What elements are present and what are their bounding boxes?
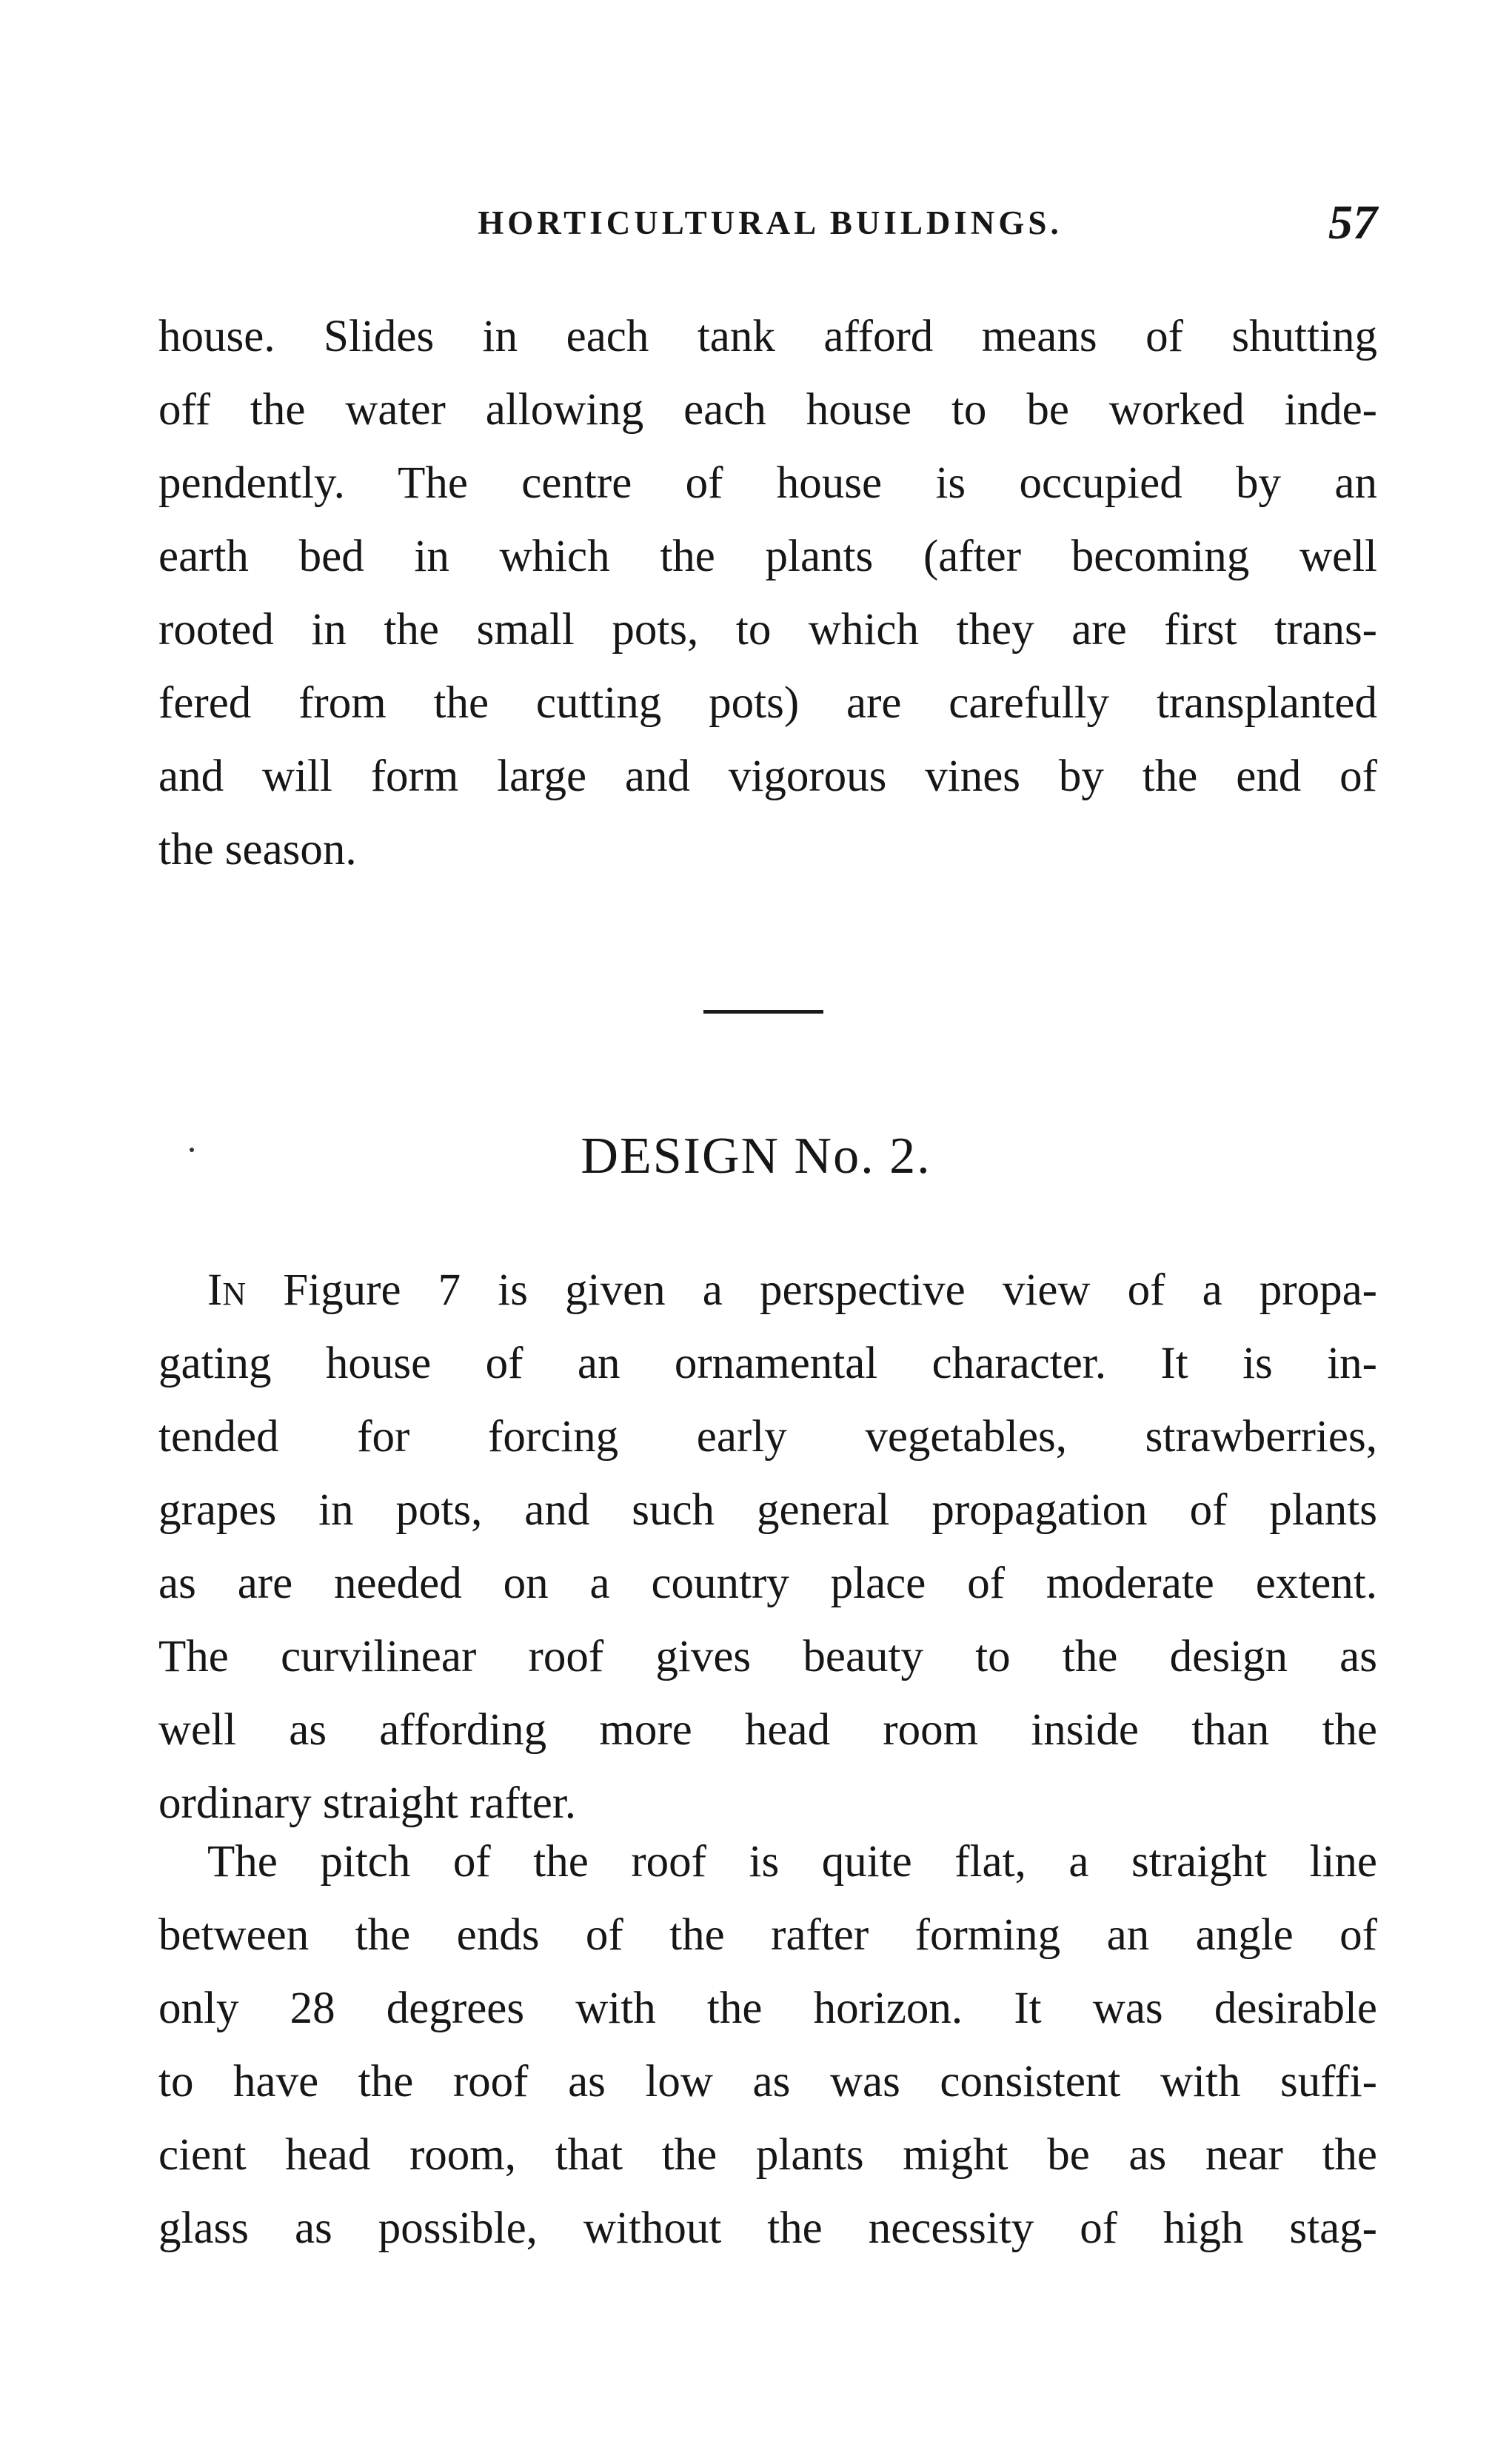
text-line: well as affording more head room inside than the <box>158 1705 1377 1755</box>
running-title: HORTICULTURAL BUILDINGS. <box>478 204 1063 241</box>
text-line: as are needed on a country place of moderate extent. <box>158 1559 1377 1608</box>
text-line: the season. <box>158 825 357 874</box>
text-line: fered from the cutting pots) are carefully transplanted <box>158 678 1377 728</box>
text-line: earth bed in which the plants (after becoming well <box>158 532 1377 581</box>
text-line: and will form large and vigorous vines by the end of <box>158 752 1377 801</box>
text-line: off the water allowing each house to be worked inde- <box>158 385 1377 435</box>
dropcap-smallcap: N <box>222 1276 247 1312</box>
text-line-first <box>158 1254 1377 1327</box>
page-number: 57 <box>1328 195 1377 250</box>
running-head <box>163 195 1377 255</box>
text-line: The curvilinear roof gives beauty to the design as <box>158 1632 1377 1681</box>
section-heading: DESIGN No. 2. <box>581 1128 931 1185</box>
text-line: The pitch of the roof is quite flat, a straight line <box>207 1837 1377 1887</box>
text-line: only 28 degrees with the horizon. It was desirable <box>158 1984 1377 2033</box>
text-line: ordinary straight rafter. <box>158 1778 577 1828</box>
text-line: grapes in pots, and such general propagation of plants <box>158 1485 1377 1535</box>
paragraph-2 <box>158 1254 1377 1840</box>
text-line: house. Slides in each tank afford means of shutting <box>158 312 1377 361</box>
section-divider <box>703 1010 823 1014</box>
dropcap-initial: I <box>207 1265 223 1315</box>
first-line-text: Figure 7 is given a perspective view of a propa- <box>246 1265 1377 1315</box>
text-line: glass as possible, without the necessity of high stag- <box>158 2203 1377 2253</box>
paragraph-1 <box>158 300 1377 886</box>
text-line: gating house of an ornamental character. It is in- <box>158 1339 1377 1388</box>
text-line: pendently. The centre of house is occupied by an <box>158 458 1377 508</box>
text-line: to have the roof as low as was consistent with suffi- <box>158 2057 1377 2106</box>
text-line: between the ends of the rafter forming an angle of <box>158 1910 1377 1960</box>
text-line: tended for forcing early vegetables, strawberries, <box>158 1412 1377 1462</box>
text-line: rooted in the small pots, to which they are first trans- <box>158 605 1377 655</box>
text-line: cient head room, that the plants might be as near the <box>158 2130 1377 2180</box>
paragraph-3 <box>158 1825 1377 2265</box>
